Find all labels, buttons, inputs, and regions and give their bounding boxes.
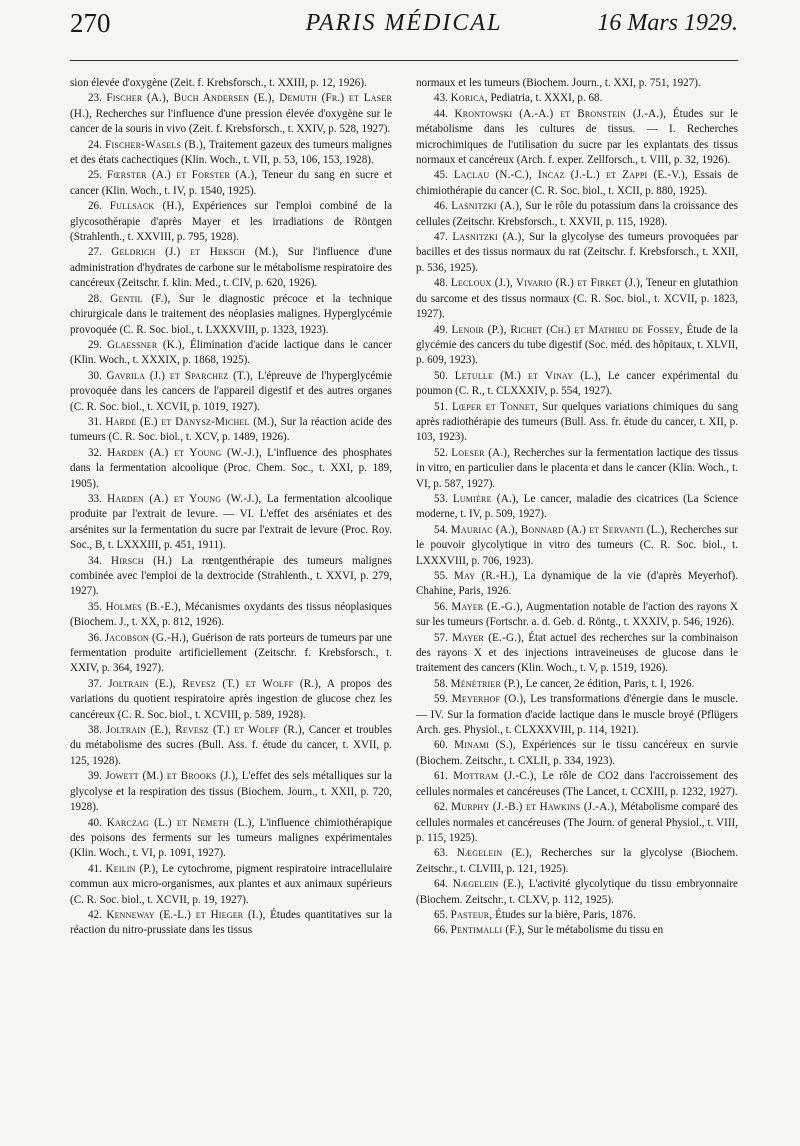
reference-text: Expériences sur le tissu cancéreux en survie (Biochem. Zeitschr., t. CXLII, p. 334, 1923).: [416, 739, 738, 767]
reference-entry: [70, 723, 392, 769]
reference-text: L'épreuve de l'hyperglycémie provoquée dans les cancers de l'appareil digestif et des autres organes (C. R. Soc. biol., t. XCVII, p. 1019, 1927).: [70, 369, 392, 413]
reference-number: 29.: [88, 338, 102, 351]
reference-text: Teneur en glutathion du sarcome et des tissus normaux (C. R. Soc. biol., t. XCVII, p. 1823, 1927).: [416, 277, 738, 321]
reference-entry: [70, 816, 392, 862]
reference-entry: [416, 446, 738, 492]
reference-authors: May (R.-H.),: [453, 570, 518, 582]
reference-text: Les transformations d'énergie dans le muscle. — IV. Sur la formation d'acide lactique dans le muscle broyé (Pflügers Arch. ges. Physiol., t. CLXXXVIII, p. 114, 1921).: [416, 693, 738, 737]
reference-text: Sur le diagnostic précoce et la technique chirurgicale dans le traitement des néoplasies malignes. Hyperglycémie provoquée (C. R. Soc. biol., t. LXXXVIII, p. 1323, 1923).: [70, 292, 392, 336]
reference-entry: [70, 631, 392, 677]
reference-number: 48.: [434, 277, 448, 290]
reference-number: 62.: [434, 801, 448, 814]
reference-authors: Lœper et Tonnet,: [451, 400, 539, 413]
reference-text: Études quantitatives sur la réaction du nitro-prussiate dans les tissus: [70, 908, 392, 937]
reference-authors: Nægelein (E.),: [456, 847, 533, 860]
reference-entry: [416, 877, 738, 908]
reference-entry: [416, 323, 738, 369]
reference-authors: Minami (S.),: [454, 739, 516, 752]
reference-entry: [416, 769, 738, 800]
reference-authors: Joltrain (E.), Revesz (T.) et Wolff (R.),: [108, 677, 322, 690]
reference-number: 31.: [88, 415, 102, 428]
reference-entry: [416, 923, 738, 938]
reference-text: Études sur la bière, Paris, 1876.: [495, 908, 636, 921]
reference-entry: [70, 908, 392, 939]
reference-number: 36.: [88, 631, 102, 644]
reference-entry: [70, 245, 392, 291]
reference-number: 59.: [434, 693, 448, 706]
reference-entry: [416, 692, 738, 738]
reference-number: 30.: [88, 369, 102, 382]
reference-entry: [70, 677, 392, 723]
reference-number: 46.: [434, 200, 448, 213]
reference-entry: [70, 415, 392, 446]
reference-entry: [70, 446, 392, 492]
reference-entry: [416, 677, 738, 692]
reference-number: 49.: [434, 323, 448, 336]
reference-authors: Meyerhof (O.),: [451, 693, 527, 706]
reference-number: 39.: [88, 770, 102, 783]
reference-authors: Letulle (M.) et Vinay (L.),: [454, 369, 602, 382]
reference-authors: Gentil (F.),: [110, 292, 171, 305]
reference-entry: [70, 769, 392, 815]
reference-number: 56.: [434, 600, 448, 613]
reference-number: 50.: [434, 369, 448, 382]
reference-entry: [416, 600, 738, 631]
reference-number: 47.: [434, 231, 448, 244]
reference-text: La rœntgenthérapie des tumeurs malignes combinée avec l'emploi de la dextrocide (Strahlenth., t. XXVI, p. 279, 1927).: [70, 554, 392, 598]
reference-authors: Lenoir (P.), Richet (Ch.) et Mathieu de Fossey,: [451, 323, 683, 336]
reference-authors: Nægelein (E.),: [452, 878, 525, 891]
reference-entry: [416, 738, 738, 769]
reference-number: 51.: [434, 400, 448, 413]
reference-text: État actuel des recherches sur la combinaison des rayons X et des injections intraveineuses de glucose dans le traitement des cancers (Klin. Woch., t. V, p. 1519, 1926).: [416, 631, 738, 675]
reference-text: La dynamique de la vie (d'après Meyerhof). Chahine, Paris, 1926.: [416, 570, 738, 598]
reference-authors: Krontowski (A.-A.) et Bronstein (J.-A.),: [454, 107, 667, 120]
reference-authors: Korica,: [450, 92, 488, 105]
reference-number: 63.: [434, 847, 448, 860]
reference-authors: Harden (A.) et Young (W.-J.),: [107, 492, 262, 505]
reference-entry: [416, 107, 738, 169]
reference-text: Le rôle de CO2 dans l'accroissement des cellules normales et cancéreuses (The Lancet, t. CCXIII, p. 1232, 1927).: [416, 770, 738, 798]
reference-text: Recherches sur l'influence d'une pression élevée d'oxygène sur le cancer de la souris in vivo (Zeit. f. Krebsforsch., t. XXIV, p. 528, 1927).: [70, 107, 392, 136]
issue-date: 16 Mars 1929.: [597, 10, 738, 36]
reference-text: Le cancer expérimental du poumon (C. R., t. CLXXXIV, p. 554, 1927).: [416, 369, 738, 398]
reference-authors: Mauriac (A.), Bonnard (A.) et Servanti (L.),: [450, 523, 668, 536]
reference-authors: Pentimalli (F.),: [450, 924, 525, 937]
reference-authors: Murphy (J.-B.) et Hawkins (J.-A.),: [451, 801, 618, 814]
reference-text: Recherches sur la fermentation lactique des tissus in vitro, en particulier dans le placenta et dans le cancer (Klin. Woch., t. VI, p. 587, 1927).: [416, 446, 738, 490]
reference-entry: [416, 369, 738, 400]
reference-number: 33.: [88, 492, 102, 505]
reference-number: 61.: [434, 770, 448, 783]
reference-number: 34.: [88, 554, 102, 567]
reference-number: 45.: [434, 169, 448, 182]
reference-entry: [416, 230, 738, 276]
reference-authors: Joltrain (E.), Revesz (T.) et Wolff (R.),: [105, 724, 305, 737]
reference-authors: Ménétrier (P.),: [450, 677, 523, 690]
reference-entry: [70, 338, 392, 369]
reference-number: 26.: [88, 200, 102, 213]
reference-text: Le cancer, 2e édition, Paris, t. I, 1926.: [525, 677, 695, 690]
reference-number: 55.: [434, 570, 448, 582]
reference-number: 28.: [88, 292, 102, 305]
reference-entry: [70, 76, 392, 91]
reference-number: 60.: [434, 739, 448, 752]
reference-authors: Pasteur,: [450, 908, 493, 921]
reference-text: A propos des variations du quotient respiratoire après ingestion de glucose chez les cancéreux (C. R. Soc. biol., t. XCVIII, p. 589, 1928).: [70, 677, 392, 721]
page-number: 270: [70, 8, 111, 38]
reference-text: Expériences sur l'emploi combiné de la glycosothérapie d'après Mayer et les irradiations de Röntgen (Strahlenth., t. XXVIII, p. 795, 1928).: [70, 200, 392, 244]
reference-entry: [70, 168, 392, 199]
reference-text: Études sur le métabolisme dans les cultures de tissus. — I. Recherches microchimiques de l'utilisation du sucre par les explantats des tissus normaux et cancéreux (Arch. f. exper. Zellforsch., t. VIII, p. 32, 1926).: [416, 107, 738, 167]
reference-number: 40.: [88, 816, 102, 829]
reference-number: 27.: [88, 246, 102, 259]
reference-number: 35.: [88, 600, 102, 613]
reference-authors: Mayer (E.-G.),: [451, 600, 523, 613]
reference-entry: [416, 523, 738, 569]
reference-number: 53.: [434, 492, 448, 505]
reference-text: sion élevée d'oxygène (Zeit. f. Krebsforsch., t. XXIII, p. 12, 1926).: [70, 77, 367, 89]
reference-authors: Hirsch (H.): [111, 554, 173, 567]
reference-entry: [416, 199, 738, 230]
reference-number: 66.: [434, 924, 448, 937]
reference-entry: [70, 554, 392, 600]
reference-entry: [416, 846, 738, 877]
reference-text: Métabolisme comparé des cellules normales et cancéreuses (The Journ. of general Physiol., t. VIII, p. 115, 1925).: [416, 801, 738, 844]
reference-text: normaux et les tumeurs (Biochem. Journ., t. XXI, p. 751, 1927).: [416, 77, 701, 89]
reference-entry: [416, 168, 738, 199]
reference-authors: Gavrila (J.) et Sparchez (T.),: [106, 369, 254, 382]
reference-entry: [416, 76, 738, 91]
reference-text: Mécanismes oxydants des tissus néoplasiques (Biochem. J., t. XX, p. 812, 1926).: [70, 600, 392, 629]
reference-authors: Kenneway (E.-L.) et Hieger (I.),: [106, 908, 266, 921]
reference-text: Élimination d'acide lactique dans le cancer (Klin. Woch., t. XXXIX, p. 1868, 1925).: [70, 338, 392, 367]
reference-text: Essais de chimiothérapie du cancer (C. R. Soc. biol., t. XCII, p. 880, 1925).: [416, 169, 738, 197]
reference-text: Augmentation notable de l'action des rayons X sur les tumeurs (Fortschr. a. d. Geb. d. Röntg., t. XXXIV, p. 546, 1926).: [416, 600, 738, 629]
reference-text: Cancer et troubles du métabolisme des sucres (Bull. Ass. f. étude du cancer, t. XVII, p. 125, 1928).: [70, 724, 392, 767]
reference-authors: Lasnitzki (A.),: [451, 200, 523, 213]
reference-text: L'effet des sels métalliques sur la glycolyse et la respiration des tissus (Biochem. Journ., t. XXII, p. 720, 1928).: [70, 770, 392, 814]
reference-authors: Fœrster (A.) et Forster (A.),: [107, 169, 258, 182]
reference-entry: [416, 492, 738, 523]
header-rule: [70, 60, 738, 61]
reference-number: 32.: [88, 446, 102, 459]
reference-number: 42.: [88, 908, 102, 921]
reference-number: 58.: [434, 677, 448, 690]
reference-authors: Geldrich (J.) et Heksch (M.),: [111, 246, 279, 259]
reference-entry: [416, 908, 738, 923]
reference-number: 54.: [434, 523, 448, 536]
reference-authors: Lecloux (J.), Vivario (R.) et Firket (J.),: [450, 277, 644, 290]
reference-authors: Fullsack (H.),: [109, 200, 185, 213]
reference-authors: Loeser (A.),: [451, 446, 511, 459]
reference-authors: Harde (E.) et Danysz-Michel (M.),: [105, 415, 278, 428]
reference-text: Teneur du sang en sucre et cancer (Klin. Woch., t. IV, p. 1540, 1925).: [70, 169, 392, 197]
reference-text: Traitement gazeux des tumeurs malignes et des états cachectiques (Klin. Woch., t. VII, p. 53, 106, 153, 1928).: [70, 138, 392, 167]
reference-entry: [70, 91, 392, 137]
reference-number: 25.: [88, 169, 102, 182]
reference-number: 43.: [434, 92, 448, 105]
reference-entry: [416, 276, 738, 322]
reference-text: Sur l'influence d'une administration d'hydrates de carbone sur le métabolisme respiratoire des cancéreux (Zeitschr. f. klin. Med., t. CIV, p. 620, 1926).: [70, 246, 392, 290]
reference-text: Guérison de rats porteurs de tumeurs par une fermentation produite artificiellement (Zeitschr. f. Krebsforsch., t. XXIV, p. 364, 1927).: [70, 631, 392, 675]
reference-entry: [70, 292, 392, 338]
reference-text: Étude de la glycémie des cancers du tube digestif (Soc. méd. des hôpitaux, t. XLVII, p. 609, 1923).: [416, 323, 738, 367]
reference-text: Le cancer, maladie des cicatrices (La Science moderne, t. IV, p. 509, 1927).: [416, 492, 739, 521]
reference-text: L'influence des phosphates dans la fermentation alcoolique (Proc. Chem. Soc., t. XXI, p. 189, 1905).: [70, 446, 392, 490]
reference-text: Le cytochrome, pigment respiratoire intracellulaire commun aux micro-organismes, aux plantes et aux animaux supérieurs (C. R. Soc. biol., t. XCVII, p. 19, 1927).: [70, 862, 392, 906]
reference-authors: Mayer (E.-G.),: [452, 631, 525, 644]
reference-text: Sur la glycolyse des tumeurs provoquées par bacilles et des tissus normaux du rat (Zeitschr. f. Krebsforsch., t. XXII, p. 536, 1925).: [416, 231, 738, 274]
reference-authors: Keilin (P.),: [105, 862, 159, 875]
reference-text: Sur le métabolisme du tissu en: [527, 924, 664, 937]
reference-entry: [70, 199, 392, 245]
reference-authors: Jacobson (G.-H.),: [104, 631, 190, 644]
reference-authors: Mottram (J.-C.),: [453, 770, 537, 783]
right-column: [416, 76, 738, 939]
reference-number: 64.: [434, 878, 448, 891]
reference-number: 41.: [88, 862, 102, 875]
reference-entry: [70, 600, 392, 631]
reference-number: 37.: [88, 677, 102, 690]
reference-entry: [416, 569, 738, 600]
reference-text: Sur quelques variations chimiques du sang après radiothérapie des tumeurs (Bull. Ass. fr. étude du cancer, t. XII, p. 103, 1923).: [416, 400, 738, 444]
reference-entry: [70, 492, 392, 554]
page-header: [70, 8, 738, 48]
journal-title: PARIS MÉDICAL: [305, 10, 503, 36]
reference-authors: Karczag (L.) et Nemeth (L.),: [106, 816, 255, 829]
reference-authors: Lasnitzki (A.),: [452, 231, 525, 244]
reference-authors: Jowett (M.) et Brooks (J.),: [105, 770, 239, 783]
reference-entry: [70, 369, 392, 415]
reference-number: 65.: [434, 908, 448, 921]
reference-text: Pediatria, t. XXXI, p. 68.: [490, 92, 603, 105]
reference-number: 23.: [88, 92, 102, 105]
reference-text: L'influence chimiothérapique des poisons des ferments sur les tumeurs malignes expérimentales (Klin. Woch., t. VI, p. 1091, 1927).: [70, 816, 393, 860]
reference-entry: [416, 631, 738, 677]
reference-entry: [416, 800, 738, 846]
reference-text: La fermentation alcoolique produite par l'extrait de levure. — VI. L'effet des arséniates et des arsénites sur la fermentation du sucre par l'extrait de levure (Proc. Roy. Soc., B, t. LXXXIII, p. 451, 1911).: [70, 492, 392, 552]
reference-number: 44.: [434, 107, 448, 120]
reference-number: 24.: [88, 138, 102, 151]
reference-entry: [70, 862, 392, 908]
reference-authors: Lumière (A.),: [452, 492, 519, 505]
reference-authors: Harden (A.) et Young (W.-J.),: [107, 446, 262, 459]
left-column: [70, 76, 392, 939]
reference-text: Recherches sur le pouvoir glycolytique in vitro des tumeurs (C. R. Soc. biol., t. LXXXVIII, p. 706, 1923).: [416, 523, 738, 567]
reference-authors: Holmes (B.-E.),: [105, 600, 182, 613]
reference-entry: [70, 138, 392, 169]
reference-text: Sur le rôle du potassium dans la croissance des cellules (Zeitschr. Krebsforsch., t. XXVII, p. 115, 1928).: [416, 200, 738, 228]
reference-authors: Fischer (A.), Buch Andersen (E.), Demuth (Fr.) et Laser (H.),: [70, 92, 392, 120]
reference-number: 57.: [434, 631, 448, 644]
reference-entry: [416, 400, 738, 446]
reference-text: Recherches sur la glycolyse (Biochem. Zeitschr., t. CLVIII, p. 121, 1925).: [416, 847, 738, 875]
reference-entry: [416, 91, 738, 106]
reference-text: L'activité glycolytique du tissu embryonnaire (Biochem. Zeitschr., t. CLXV, p. 112, 1925).: [416, 878, 738, 906]
reference-number: 52.: [434, 446, 448, 459]
reference-authors: Glaessner (K.),: [107, 338, 185, 351]
reference-number: 38.: [88, 724, 102, 737]
reference-text: Sur la réaction acide des tumeurs (C. R. Soc. biol., t. XCV, p. 1489, 1926).: [70, 415, 392, 444]
reference-authors: Fischer-Wasels (B.),: [105, 138, 206, 151]
reference-authors: Laclau (N.-C.), Incaz (J.-L.) et Zappi (E.-V.),: [453, 169, 688, 182]
